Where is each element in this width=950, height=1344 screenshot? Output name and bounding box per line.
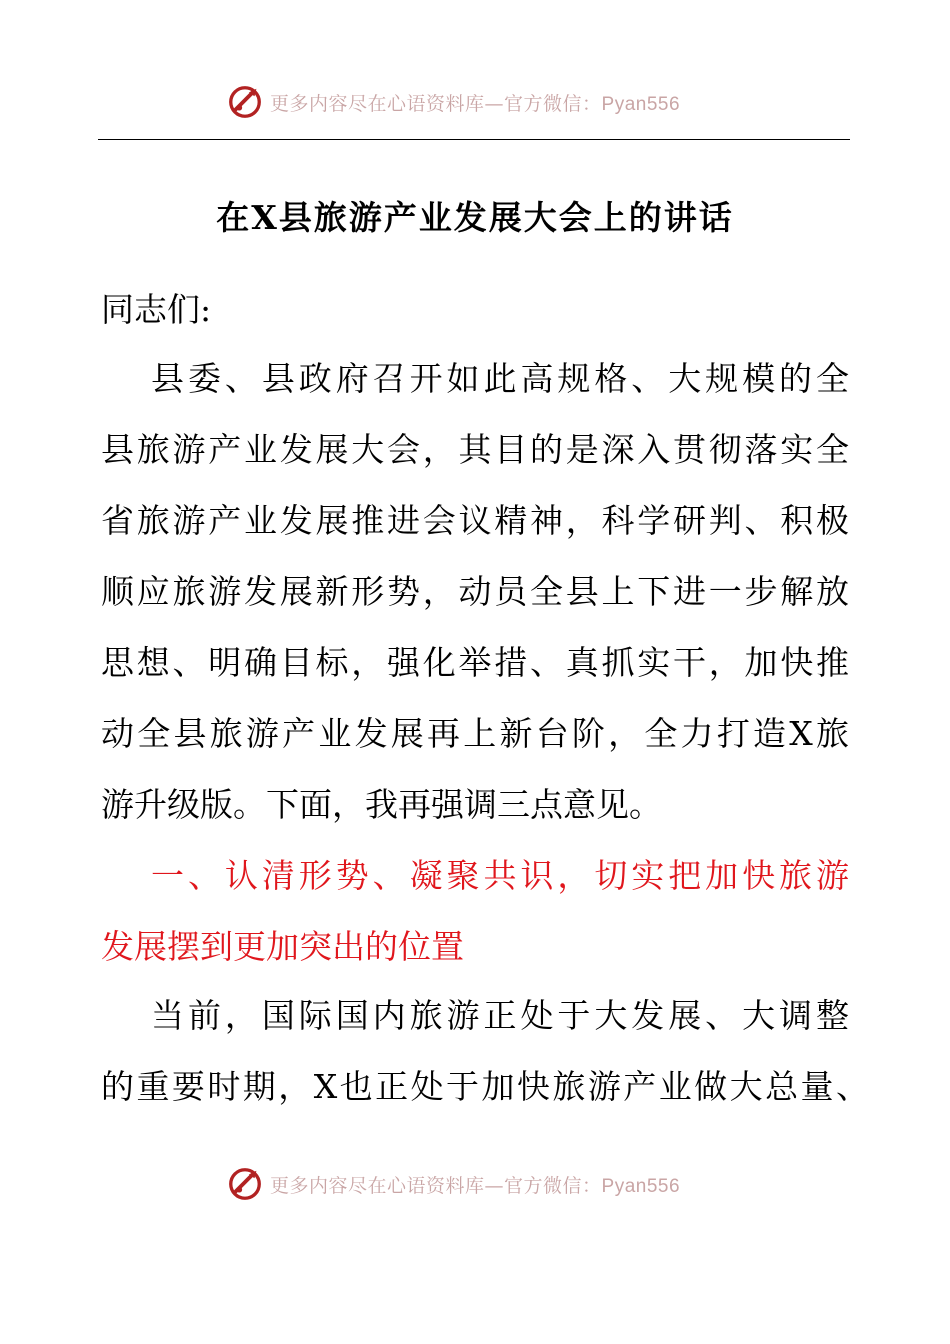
watermark-text: 更多内容尽在心语资料库—官方微信：Pyan556 [270, 1174, 681, 1197]
paragraph-line: 的重要时期，X也正处于加快旅游产业做大总量、 [101, 1067, 869, 1106]
footer-watermark [226, 1164, 746, 1204]
paragraph-line: 县旅游产业发展大会，其目的是深入贯彻落实全 [101, 430, 849, 469]
paragraph-line: 思想、明确目标，强化举措、真抓实干，加快推 [101, 643, 849, 682]
pen-logo-icon [226, 1165, 264, 1203]
document-title: 在X县旅游产业发展大会上的讲话 [216, 198, 734, 237]
paragraph-line: 游升级版。下面，我再强调三点意见。 [101, 785, 662, 824]
pen-logo-icon [226, 83, 264, 121]
paragraph-line: 动全县旅游产业发展再上新台阶，全力打造X旅 [101, 714, 849, 753]
paragraph-line: 当前，国际国内旅游正处于大发展、大调整 [151, 996, 849, 1035]
paragraph-line: 顺应旅游发展新形势，动员全县上下进一步解放 [101, 572, 849, 611]
watermark-text: 更多内容尽在心语资料库—官方微信：Pyan556 [270, 92, 681, 115]
paragraph-line: 省旅游产业发展推进会议精神，科学研判、积极 [101, 501, 849, 540]
paragraph-line: 县委、县政府召开如此高规格、大规模的全 [151, 359, 849, 398]
header-watermark [226, 82, 746, 122]
section-heading: 一、认清形势、凝聚共识，切实把加快旅游 [151, 856, 849, 895]
section-heading: 发展摆到更加突出的位置 [101, 927, 464, 966]
header-divider [98, 139, 850, 140]
salutation: 同志们: [101, 290, 212, 329]
